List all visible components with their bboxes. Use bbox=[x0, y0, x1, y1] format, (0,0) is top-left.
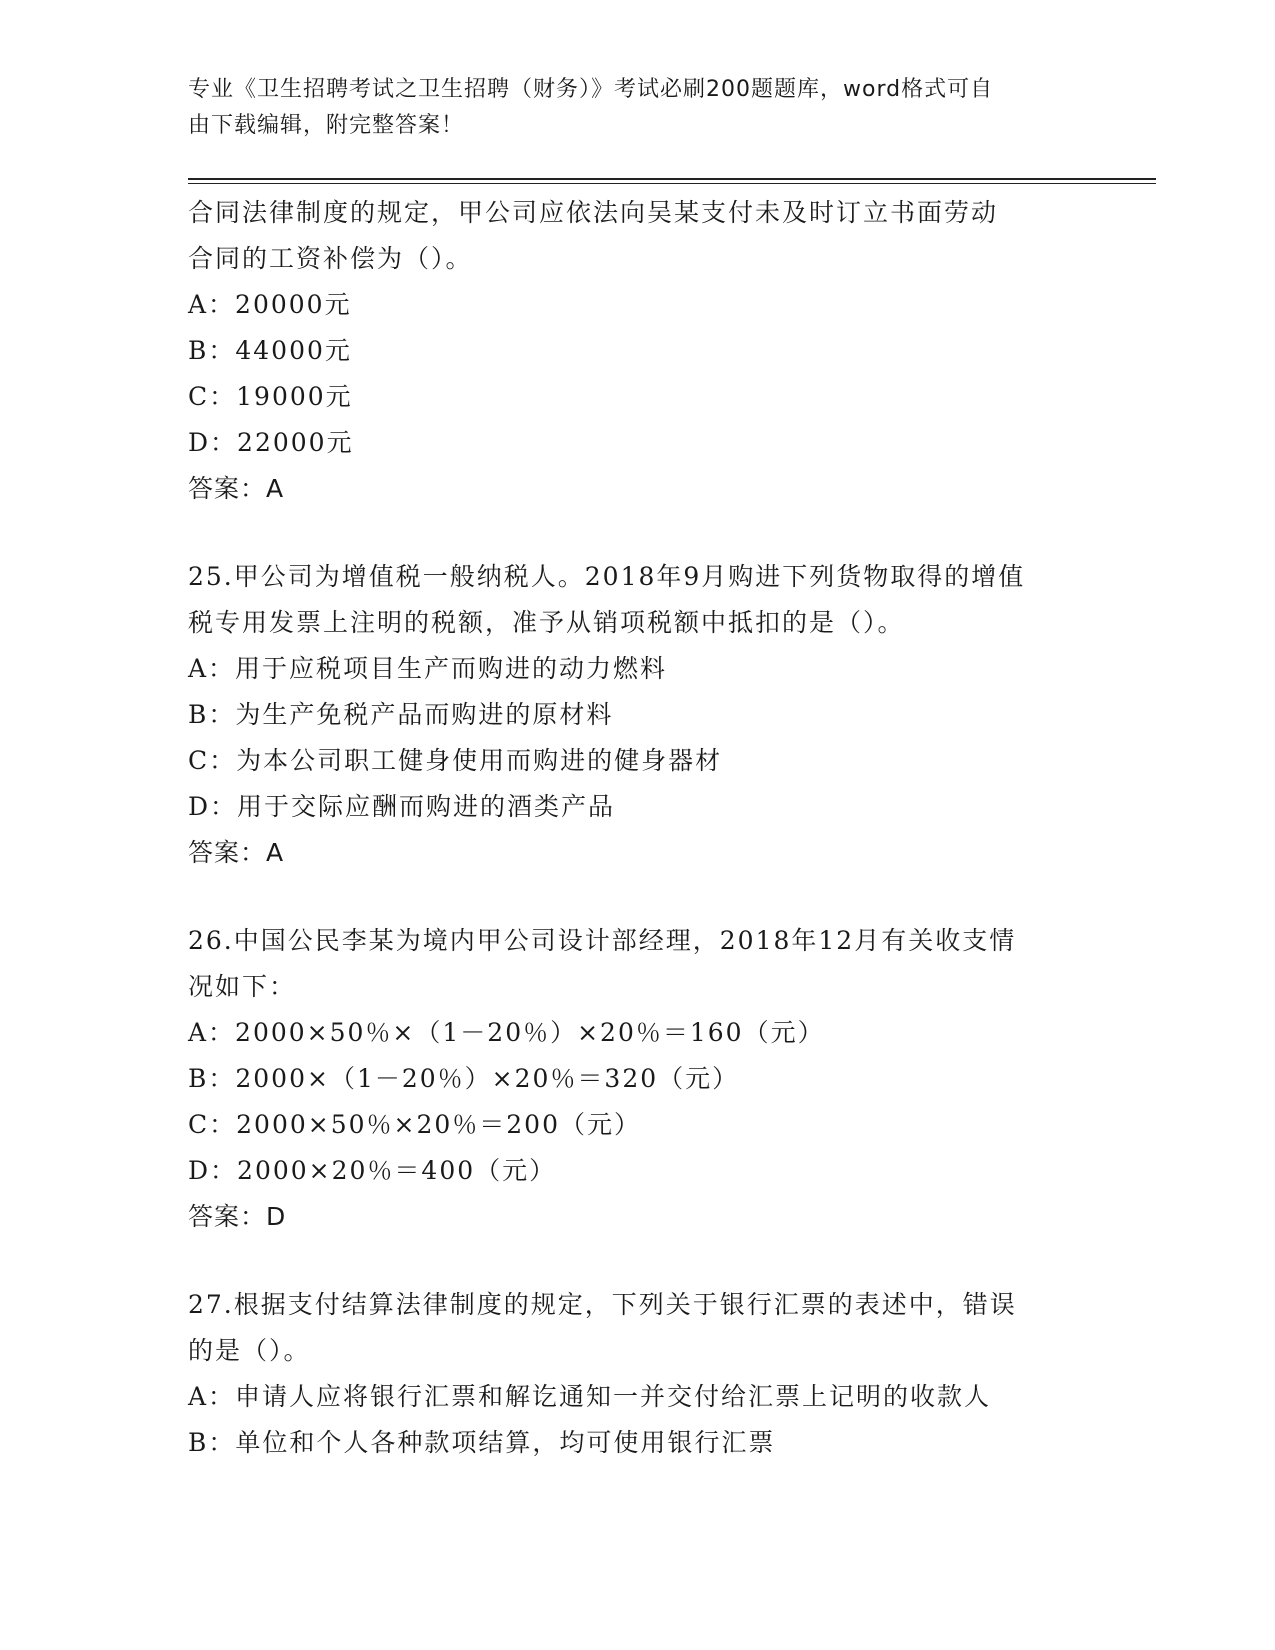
option-b: B：单位和个人各种款项结算，均可使用银行汇票 bbox=[188, 1428, 776, 1457]
question-26 bbox=[188, 918, 1088, 1240]
header-rule-thin bbox=[188, 183, 1156, 184]
header-rule-thick bbox=[188, 178, 1156, 180]
option-b: B：44000元 bbox=[188, 336, 352, 365]
option-d: D：用于交际应酬而购进的酒类产品 bbox=[188, 792, 616, 821]
option-c: C：为本公司职工健身使用而购进的健身器材 bbox=[188, 746, 723, 775]
question-24 bbox=[188, 190, 1088, 512]
question-text-line: 况如下： bbox=[188, 972, 297, 1001]
option-a: A：20000元 bbox=[188, 290, 352, 319]
option-b: B：2000×（1－20％）×20％＝320（元） bbox=[188, 1064, 740, 1093]
option-d: D：2000×20％＝400（元） bbox=[188, 1156, 557, 1185]
question-text-line: 25.甲公司为增值税一般纳税人。2018年9月购进下列货物取得的增值 bbox=[188, 562, 1026, 591]
option-c: C：2000×50％×20％＝200（元） bbox=[188, 1110, 641, 1139]
answer-line: 答案：A bbox=[188, 474, 285, 503]
option-c: C：19000元 bbox=[188, 382, 353, 411]
question-list bbox=[188, 190, 1088, 1466]
question-text-line: 合同法律制度的规定，甲公司应依法向吴某支付未及时订立书面劳动 bbox=[188, 198, 999, 227]
option-a: A：用于应税项目生产而购进的动力燃料 bbox=[188, 654, 668, 683]
header-line-2: 由下载编辑，附完整答案！ bbox=[188, 113, 465, 138]
header-line-1: 专业《卫生招聘考试之卫生招聘（财务）》考试必刷200题题库，word格式可自 bbox=[188, 77, 994, 102]
question-text-line: 26.中国公民李某为境内甲公司设计部经理，2018年12月有关收支情 bbox=[188, 926, 1017, 955]
question-27 bbox=[188, 1282, 1088, 1466]
option-b: B：为生产免税产品而购进的原材料 bbox=[188, 700, 614, 729]
question-text-line: 27.根据支付结算法律制度的规定，下列关于银行汇票的表述中，错误 bbox=[188, 1290, 1017, 1319]
answer-line: 答案：D bbox=[188, 1202, 287, 1231]
option-a: A：2000×50％×（1－20％）×20％＝160（元） bbox=[188, 1018, 825, 1047]
document-header bbox=[188, 72, 1068, 144]
answer-line: 答案：A bbox=[188, 838, 285, 867]
question-25 bbox=[188, 554, 1088, 876]
question-text-line: 的是（）。 bbox=[188, 1336, 311, 1365]
option-d: D：22000元 bbox=[188, 428, 354, 457]
option-a: A：申请人应将银行汇票和解讫通知一并交付给汇票上记明的收款人 bbox=[188, 1382, 992, 1411]
question-text-line: 税专用发票上注明的税额，准予从销项税额中抵扣的是（）。 bbox=[188, 608, 905, 637]
question-text-line: 合同的工资补偿为（）。 bbox=[188, 244, 473, 273]
